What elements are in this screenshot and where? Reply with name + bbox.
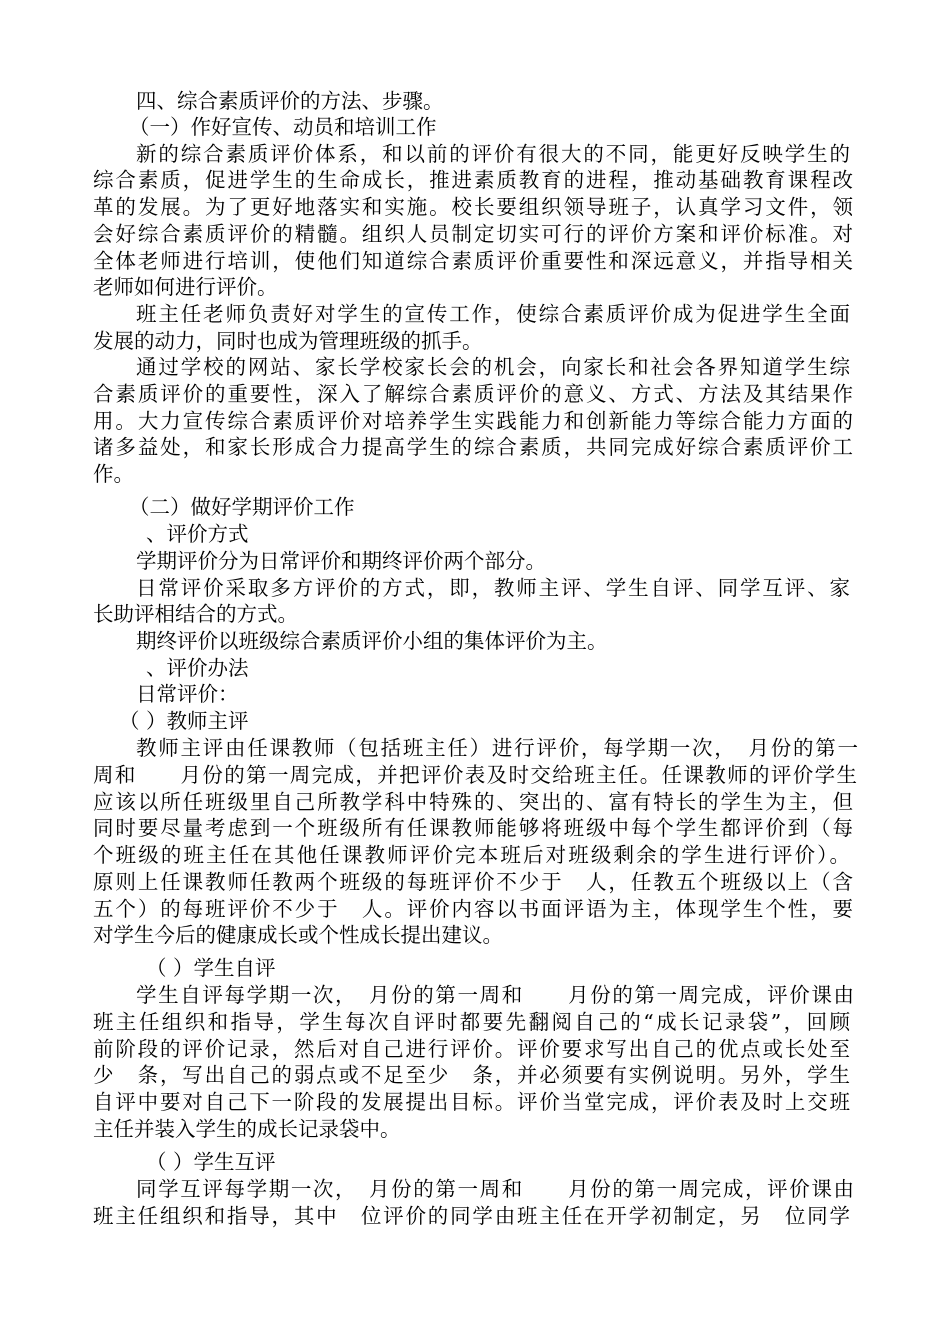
item-heading: （ ）教师主评 [119,709,249,733]
paragraph-line: 发展的动力，同时也成为管理班级的抓手。 [93,329,483,353]
section-heading: 四、综合素质评价的方法、步骤。 [136,89,444,113]
paragraph-line: 学期评价分为日常评价和期终评价两个部分。 [136,549,546,573]
paragraph-line: 全体老师进行培训，使他们知道综合素质评价重要性和深远意义，并指导相关 [93,249,853,273]
paragraph-line: 个班级的班主任在其他任课教师评价完本班后对班级剩余的学生进行评价）。 [93,843,850,867]
paragraph-line: 班主任老师负责好对学生的宣传工作，使综合素质评价成为促进学生全面 [136,302,850,326]
paragraph-line: 合素质评价的重要性，深入了解综合素质评价的意义、方式、方法及其结果作 [93,382,853,406]
paragraph-line: 作。 [93,462,134,486]
item-heading: 、评价办法 [146,656,249,680]
paragraph-line: 前阶段的评价记录，然后对自己进行评价。评价要求写出自己的优点或长处至 [93,1037,850,1061]
paragraph-line: 班主任组织和指导，学生每次自评时都要先翻阅自己的“成长记录袋”，回顾 [93,1010,850,1034]
paragraph-line: 日常评价采取多方评价的方式，即，教师主评、学生自评、同学互评、家 [136,576,850,600]
item-heading: （ ）学生互评 [146,1150,276,1174]
paragraph-line: 教师主评由任课教师（包括班主任）进行评价，每学期一次， 月份的第一 [136,736,858,760]
item-heading: （ ）学生自评 [146,956,276,980]
paragraph-line: 通过学校的网站、家长学校家长会的机会，向家长和社会各界知道学生综 [136,355,850,379]
subsection-heading: （一）作好宣传、动员和培训工作 [129,115,437,139]
paragraph-line: 五个）的每班评价不少于 人。评价内容以书面评语为主，体现学生个性，要 [93,897,853,921]
paragraph-line: 革的发展。为了更好地落实和实施。校长要组织领导班子，认真学习文件，领 [93,195,853,219]
paragraph-line: 同时要尽量考虑到一个班级所有任课教师能够将班级中每个学生都评价到（每 [93,816,853,840]
paragraph-line: 对学生今后的健康成长或个性成长提出建议。 [93,923,503,947]
paragraph-line: 日常评价： [136,682,239,706]
paragraph-line: 原则上任课教师任教两个班级的每班评价不少于 人，任教五个班级以上（含 [93,870,853,894]
paragraph-line: 主任并装入学生的成长记录袋中。 [93,1117,401,1141]
paragraph-line: 会好综合素质评价的精髓。组织人员制定切实可行的评价方案和评价标准。对 [93,222,853,246]
paragraph-line: 应该以所任班级里自己所教学科中特殊的、突出的、富有特长的学生为主，但 [93,790,853,814]
paragraph-line: 同学互评每学期一次， 月份的第一周和 月份的第一周完成，评价课由 [136,1177,854,1201]
paragraph-line: 少 条，写出自己的弱点或不足至少 条，并必须要有实例说明。另外，学生 [93,1063,850,1087]
paragraph-line: 长助评相结合的方式。 [93,602,298,626]
paragraph-line: 学生自评每学期一次， 月份的第一周和 月份的第一周完成，评价课由 [136,983,854,1007]
paragraph-line: 自评中要对自己下一阶段的发展提出目标。评价当堂完成，评价表及时上交班 [93,1090,850,1114]
paragraph-line: 周和 月份的第一周完成，并把评价表及时交给班主任。任课教师的评价学生 [93,763,857,787]
item-heading: 、评价方式 [146,522,249,546]
paragraph-line: 期终评价以班级综合素质评价小组的集体评价为主。 [136,629,608,653]
paragraph-line: 用。大力宣传综合素质评价对培养学生实践能力和创新能力等综合能力方面的 [93,409,853,433]
paragraph-line: 老师如何进行评价。 [93,275,278,299]
paragraph-line: 班主任组织和指导，其中 位评价的同学由班主任在开学初制定，另 位同学 [93,1204,850,1228]
subsection-heading: （二）做好学期评价工作 [129,495,355,519]
paragraph-line: 诸多益处，和家长形成合力提高学生的综合素质，共同完成好综合素质评价工 [93,435,853,459]
paragraph-line: 综合素质，促进学生的生命成长，推进素质教育的进程，推动基础教育课程改 [93,168,853,192]
paragraph-line: 新的综合素质评价体系，和以前的评价有很大的不同，能更好反映学生的 [136,142,850,166]
